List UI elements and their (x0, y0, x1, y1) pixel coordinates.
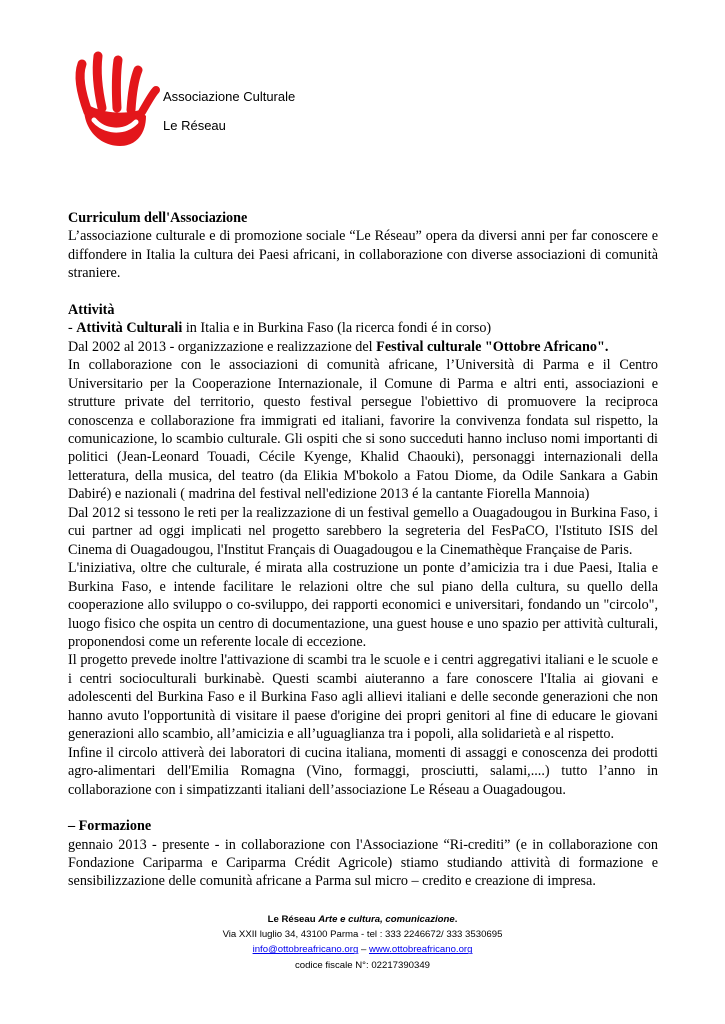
progetto-paragraph: Il progetto prevede inoltre l'attivazione di scambi tra le scuole e i centri aggregativi italiani e le scuole e i centri socioculturali burkinabè. Questi scambi aiuteranno a fare conoscere l'Italia ai giovani e adolescenti del Burkina Faso e il Burkina Faso agli allievi italiani e delle seconde generazioni che non hanno avuto l'opportunità di visitare il paese d'origine dei propri genitori al fine di educare le giovani generazioni allo scambio, all’amicizia e all’uguaglianza tra i popoli, alla solidarietà e al rispetto. (68, 652, 658, 743)
hand-logo-icon (70, 50, 160, 150)
org-name-line1: Associazione Culturale (163, 89, 296, 104)
iniziativa-paragraph: L'iniziativa, oltre che culturale, é mirata alla costruzione un ponte d’amicizia tra i due Paesi, Italia e Burkina Faso, e intende facilitare le relazioni oltre che sul piano della cultura, su quello della cooperazione allo sviluppo o co-sviluppo, dei rapporti economici e universitari, fondando un "circolo", luogo fisico che ospita un centro di documentazione, una guest house e uno spazio per attività culturali, proponendosi come un referente locale di eccezione. (68, 560, 658, 650)
curriculum-title: Curriculum dell'Associazione (68, 210, 248, 226)
page-footer (0, 912, 725, 973)
formazione-paragraph: gennaio 2013 - presente - in collaborazione con l'Associazione “Ri-crediti” (e in collaborazione con Fondazione Cariparma e Cariparma Crédit Agricole) stiamo studiando attività di formazione e sensibilizzazione delle comunità africane a Parma sul micro – credito e creazione di impresa. (68, 836, 658, 890)
footer-name-line: Le Réseau Arte e cultura, comunicazione. (267, 914, 458, 925)
formazione-title: – Formazione (68, 818, 152, 835)
circolo-paragraph: Infine il circolo attiverà dei laboratori di cucina italiana, momenti di assaggi e conoscenza dei prodotti agro-alimentari dell'Emilia Romagna (Vino, formaggi, prosciutti, salami,....) tutto l’anno in collaborazione con i simpatizzanti italiani dell’associazione Le Réseau a Ouagadougou. (68, 744, 658, 798)
document-body (68, 209, 658, 891)
attivita-title: Attività (68, 301, 115, 318)
attivita-line2: Dal 2002 al 2013 - organizzazione e realizzazione del Festival culturale "Ottobre Africano". (68, 338, 609, 355)
intro-paragraph: L’associazione culturale e di promozione sociale “Le Réseau” opera da diversi anni per far conoscere e diffondere in Italia la cultura dei Paesi africani, in collaborazione con diverse associazioni di comunità straniere. (68, 228, 658, 282)
footer-email-link[interactable]: info@ottobreafricano.org (252, 944, 359, 956)
org-name-line2: Le Réseau (163, 118, 226, 133)
attivita-line1: - Attività Culturali in Italia e in Burkina Faso (la ricerca fondi é in corso) (68, 320, 492, 337)
footer-address: Via XXII luglio 34, 43100 Parma - tel : 333 2246672/ 333 3530695 (222, 929, 503, 941)
ouagadougou-paragraph: Dal 2012 si tessono le reti per la realizzazione di un festival gemello a Ouagadougou in Burkina Faso, i cui partner ad oggi implicati nel progetto sarebbero la segreteria del FesPaCO, l'Istituto ISIS del Cinema di Ouagadougou, l'Institut Français di Ouagadougou e la Cinemathèque Française de Paris. (68, 504, 658, 558)
footer-fiscal-code: codice fiscale N°: 02217390349 (294, 959, 431, 971)
footer-contacts: info@ottobreafricano.org – www.ottobreafricano.org (252, 944, 473, 956)
festival-paragraph: In collaborazione con le associazioni di comunità africane, l’Università di Parma e il Centro Universitario per la Cooperazione Internazionale, il Comune di Parma e altri enti, associazioni e strutture private del territorio, questo festival persegue l'obiettivo di promuovere la reciproca conoscenza e collaborazione fra immigrati ed italiani, favorire la convivenza fondata sul rispetto, la comunicazione, lo scambio culturale. Gli ospiti che si sono succeduti hanno incluso nomi importanti di politici (Jean-Leonard Touadi, Cécile Kyenge, Khalid Chaouki), personaggi internazionali della letteratura, della musica, del teatro (da Elikia M'bokolo a Fatou Diome, da Odile Sankara a Gabin Dabiré) e nazionali ( madrina del festival nell'edizione 2013 é la cantante Fiorella Mannoia) (68, 357, 658, 503)
footer-website-link[interactable]: www.ottobreafricano.org (368, 944, 473, 956)
